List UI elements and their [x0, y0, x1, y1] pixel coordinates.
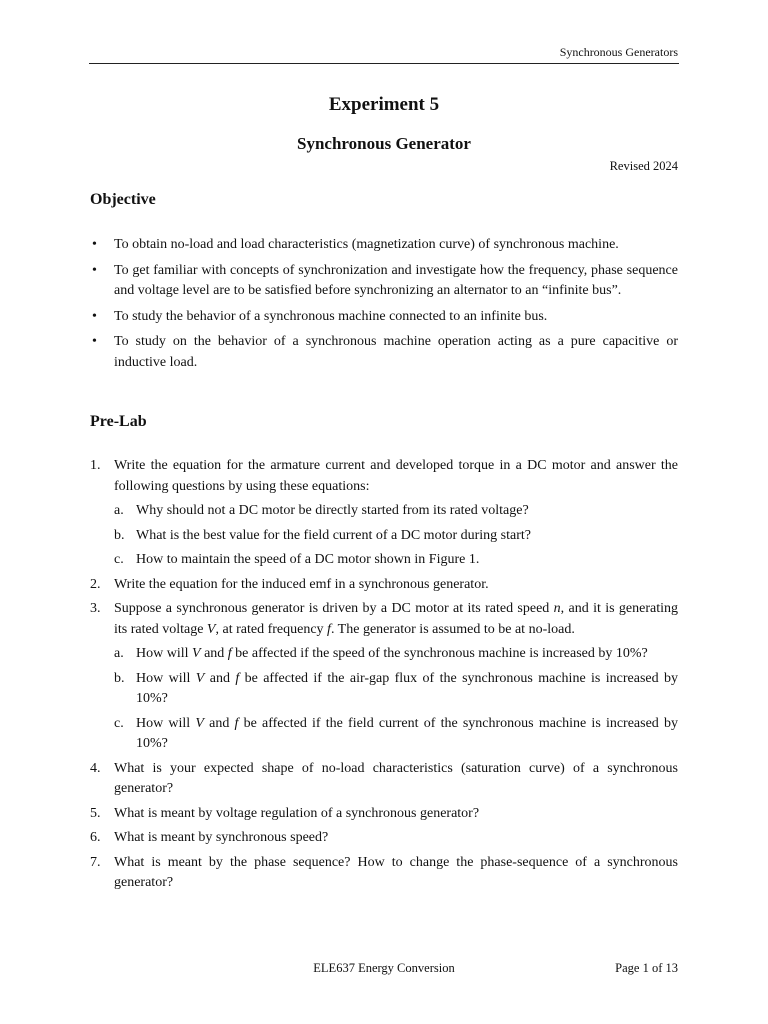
revision-note: Revised 2024	[609, 159, 678, 173]
question-number: 6.	[90, 830, 101, 845]
question-number: 7.	[90, 854, 101, 870]
question-text: Write the equation for the induced emf in a synchronous generator.	[114, 576, 489, 592]
question-number: 5.	[90, 805, 101, 821]
frequency-symbol: f	[327, 621, 331, 637]
sub-question-text: How to maintain the speed of a DC motor shown in Figure 1.	[136, 552, 480, 567]
objective-item-text: To study on the behavior of a synchronous machine operation acting as a pure capacitive or inductive load.	[114, 334, 678, 370]
question-text: Suppose a synchronous generator is driven by a DC motor at its rated speed n, and it is generating its rated voltage V, at rated frequency f. The generator is assumed to be at no-load.	[114, 601, 678, 637]
objective-item-text: To study the behavior of a synchronous machine connected to an infinite bus.	[114, 308, 548, 324]
sub-question	[114, 501, 678, 522]
sub-question-text: How will V and f be affected if the field current of the synchronous machine is increased by 10%?	[136, 715, 678, 751]
question-text: What is meant by the phase sequence? How to change the phase-sequence of a synchronous generator?	[114, 854, 678, 890]
objective-item	[90, 261, 678, 302]
footer-course: ELE637 Energy Conversion	[313, 961, 455, 975]
bullet-icon: •	[92, 237, 97, 252]
prelab-question-list	[90, 456, 678, 894]
sub-question-label: c.	[114, 552, 124, 567]
prelab-question-6	[90, 828, 678, 849]
sub-question-label: b.	[114, 670, 125, 686]
objective-item	[90, 307, 678, 328]
sub-question-list	[114, 501, 678, 571]
bullet-icon: •	[92, 334, 97, 349]
objective-item-text: To get familiar with concepts of synchronization and investigate how the frequency, phase sequence and voltage level are to be satisfied before synchronizing an alternator to an “infinite bus”.	[114, 262, 678, 298]
sub-question-text: How will V and f be affected if the speed of the synchronous machine is increased by 10%?	[136, 646, 648, 661]
question-number: 3.	[90, 601, 101, 616]
sub-question-label: a.	[114, 646, 124, 661]
document-subtitle: Synchronous Generator	[297, 134, 471, 153]
voltage-symbol: V	[206, 621, 216, 637]
bullet-icon: •	[92, 308, 97, 324]
question-text: What is meant by synchronous speed?	[114, 830, 329, 845]
sub-question	[114, 526, 678, 547]
prelab-section	[90, 456, 678, 898]
objective-item-text: To obtain no-load and load characteristics (magnetization curve) of synchronous machine.	[114, 237, 619, 252]
objective-section	[90, 235, 678, 378]
sub-question-list	[114, 644, 678, 755]
prelab-question-1	[90, 456, 678, 571]
footer-page-number: Page 1 of 13	[615, 961, 678, 975]
sub-question-label: c.	[114, 715, 124, 731]
objective-item	[90, 332, 678, 373]
prelab-question-4	[90, 759, 678, 800]
header-divider	[89, 63, 679, 64]
question-number: 1.	[90, 458, 101, 473]
prelab-question-5	[90, 804, 678, 825]
bullet-icon: •	[92, 262, 97, 278]
sub-question	[114, 644, 678, 665]
objective-list	[90, 235, 678, 373]
question-text: Write the equation for the armature current and developed torque in a DC motor and answer the following questions by using these equations:	[114, 458, 678, 494]
experiment-title: Experiment 5	[328, 94, 440, 115]
prelab-question-2	[90, 575, 678, 596]
sub-question	[114, 714, 678, 755]
running-header: Synchronous Generators	[559, 45, 678, 59]
sub-question-text: What is the best value for the field current of a DC motor during start?	[136, 527, 531, 543]
sub-question-text: Why should not a DC motor be directly started from its rated voltage?	[136, 503, 529, 518]
question-text: What is your expected shape of no-load characteristics (saturation curve) of a synchronous generator?	[114, 760, 678, 796]
sub-question-label: a.	[114, 503, 124, 518]
speed-symbol: n	[553, 601, 561, 616]
objective-heading: Objective	[90, 191, 156, 208]
objective-item	[90, 235, 678, 256]
sub-question	[114, 550, 678, 571]
prelab-question-3	[90, 599, 678, 755]
question-number: 2.	[90, 576, 101, 592]
prelab-heading: Pre-Lab	[90, 413, 147, 430]
sub-question	[114, 669, 678, 710]
sub-question-text: How will V and f be affected if the air-gap flux of the synchronous machine is increased by 10%?	[136, 670, 679, 706]
prelab-question-7	[90, 853, 678, 894]
question-text: What is meant by voltage regulation of a synchronous generator?	[114, 805, 480, 821]
question-number: 4.	[90, 760, 101, 776]
sub-question-label: b.	[114, 527, 125, 543]
